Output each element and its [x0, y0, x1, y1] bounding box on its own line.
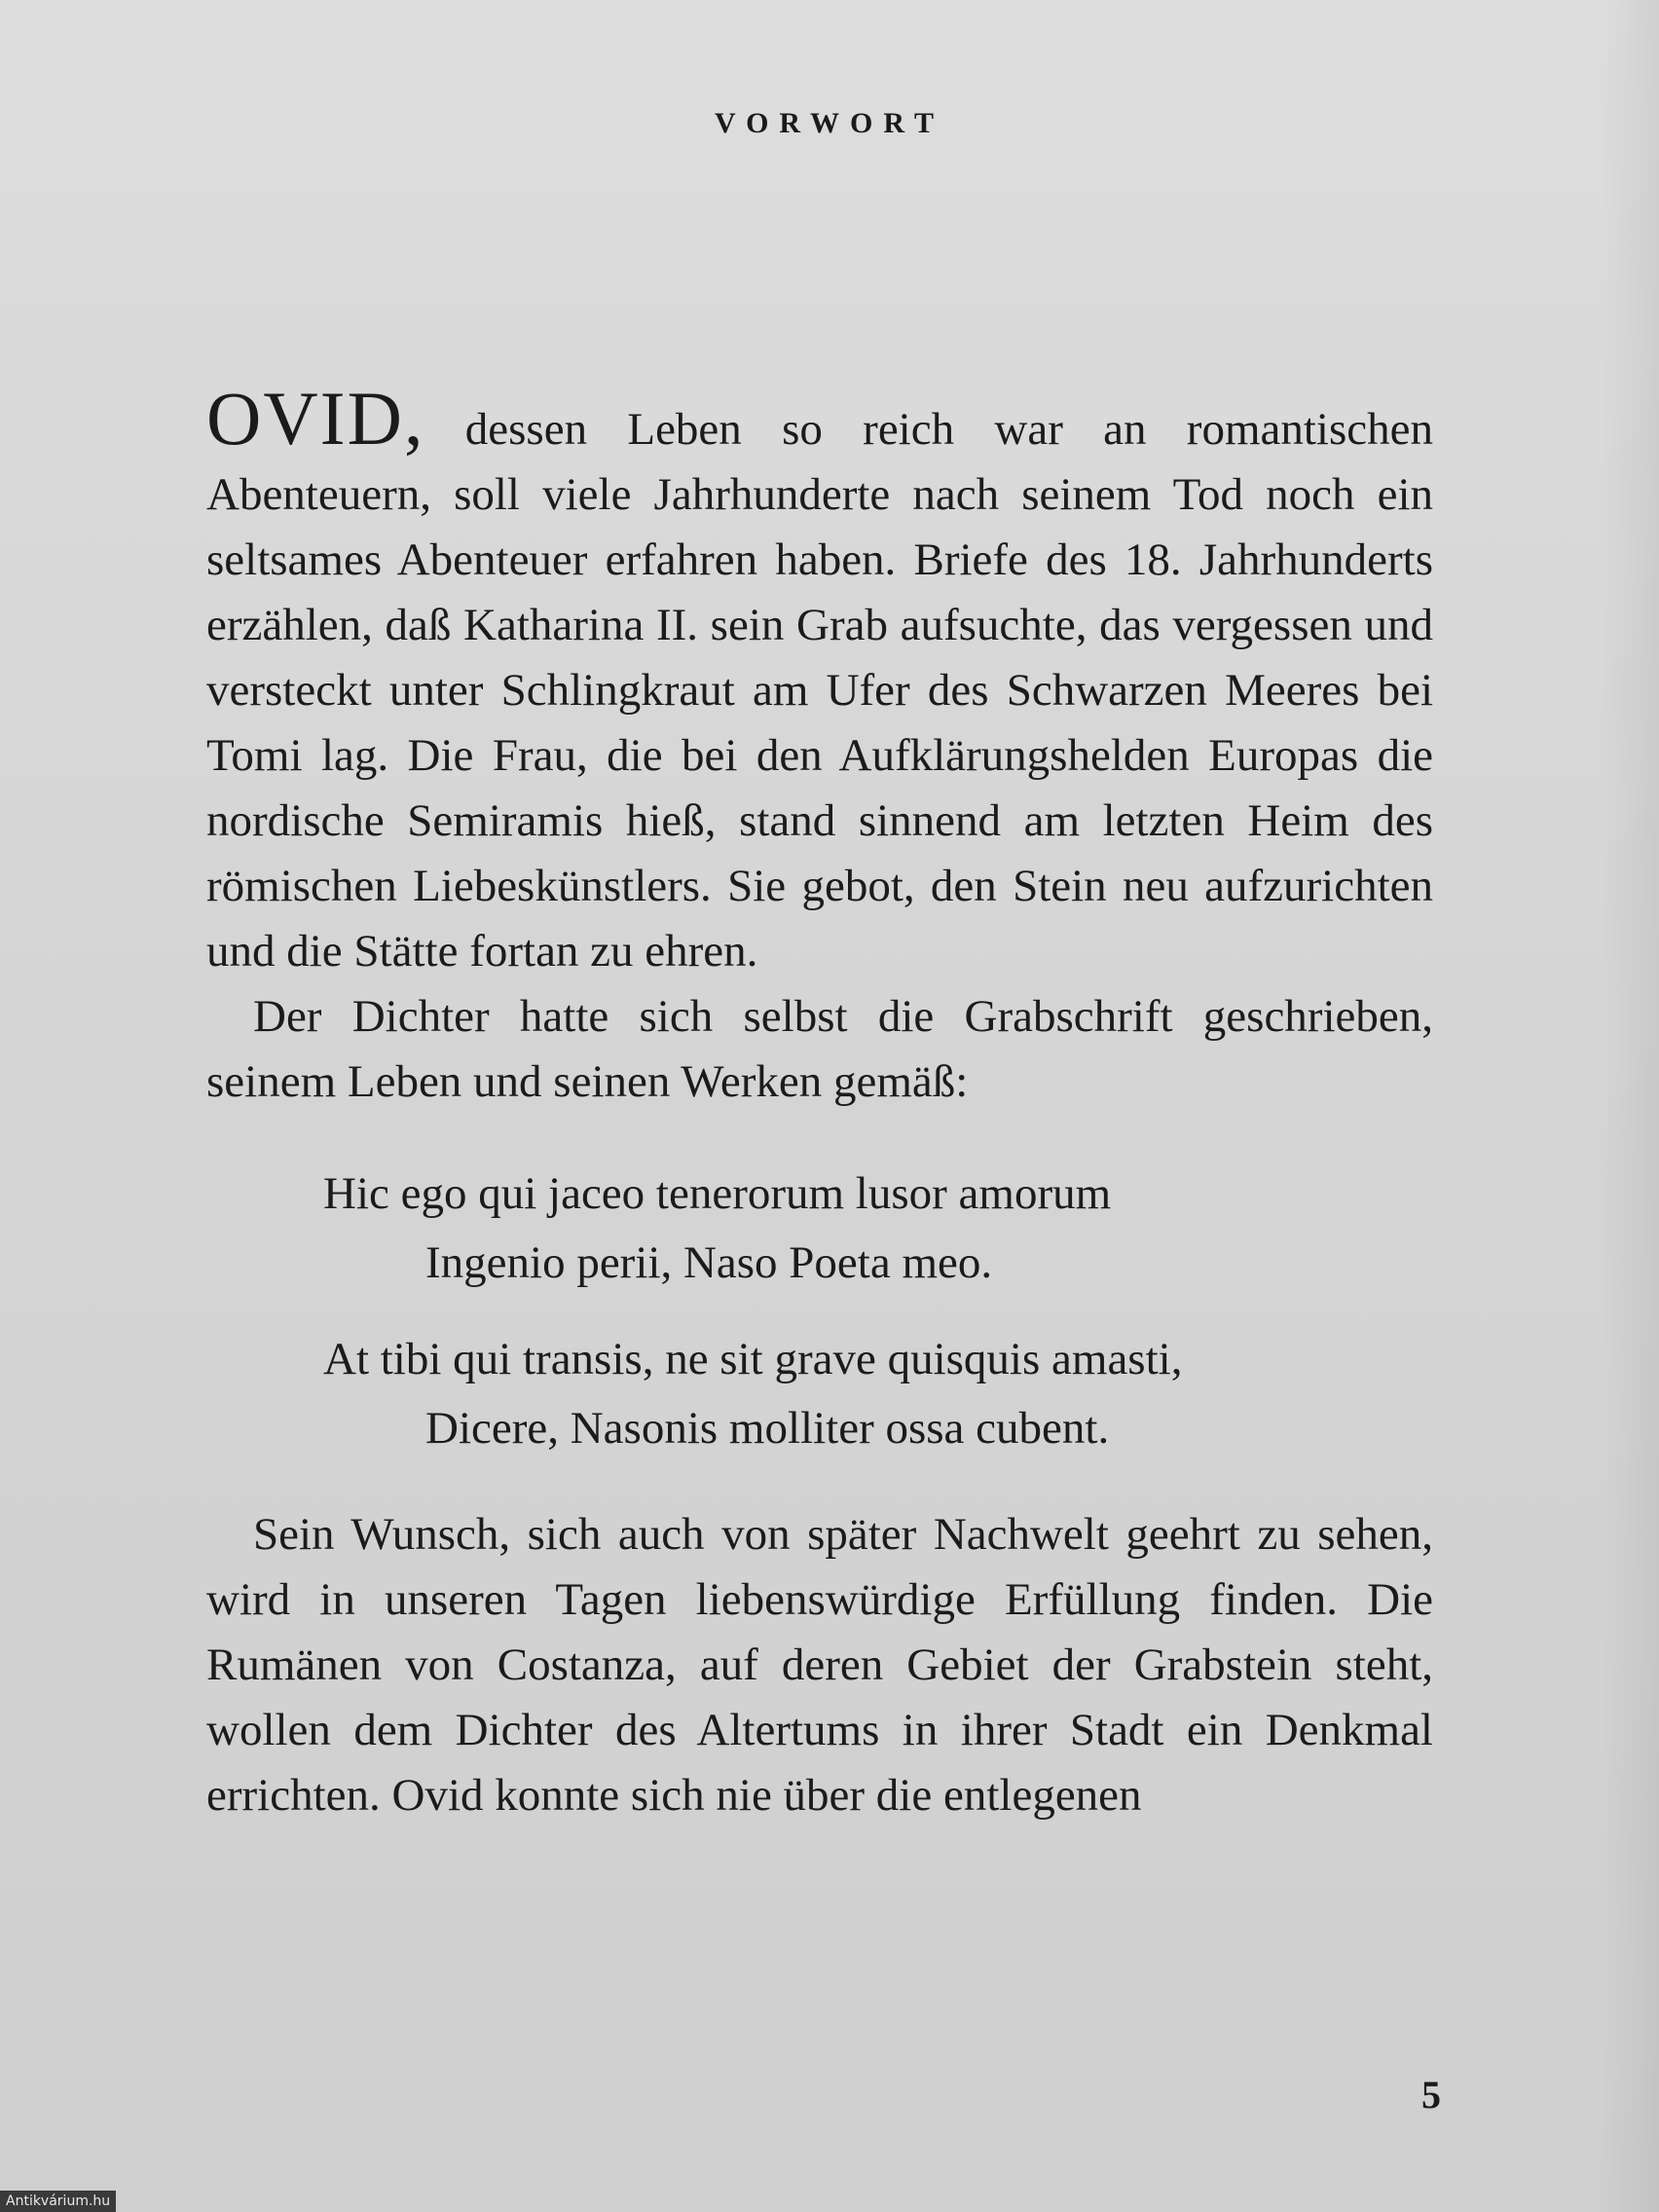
- poem-line-4: Dicere, Nasonis molliter ossa cubent.: [425, 1403, 1110, 1454]
- running-header: VORWORT: [715, 107, 944, 139]
- main-text: [206, 376, 1433, 1828]
- opening-paragraph: [206, 376, 1433, 984]
- epitaph-poem: [206, 1160, 1433, 1463]
- poem-line-2: Ingenio perii, Naso Poeta meo.: [425, 1237, 993, 1288]
- page-edge-shadow: [1601, 0, 1659, 2212]
- poem-line-1: Hic ego qui jaceo tenerorum lusor amorum: [323, 1168, 1112, 1219]
- third-paragraph: Sein Wunsch, sich auch von später Nachwelt geehrt zu sehen, wird in unseren Tagen liebenswürdige Erfüllung finden. Die Rumänen von Costanza, auf deren Gebiet der Grabstein steht, wollen dem Dichter des Altertums in ihrer Stadt ein Denkmal errichten. Ovid konnte sich nie über die entlegenen: [206, 1509, 1433, 1821]
- poem-stanza-1: [323, 1160, 1433, 1298]
- poem-stanza-2: [323, 1325, 1433, 1463]
- opening-paragraph-text: dessen Leben so reich war an romantischen Abenteuern, soll viele Jahrhunderte nach seinem Tod noch ein seltsames Abenteuer erfahren haben. Briefe des 18. Jahrhunderts erzählen, daß Katharina II. sein Grab aufsuchte, das vergessen und versteckt unter Schlingkraut am Ufer des Schwarzen Meeres bei Tomi lag. Die Frau, die bei den Aufklärungshelden Europas die nordische Semiramis hieß, stand sinnend am letzten Heim des römischen Liebeskünstlers. Sie gebot, den Stein neu aufzurichten und die Stätte fortan zu ehren.: [206, 404, 1433, 977]
- opening-word: OVID,: [206, 376, 425, 461]
- second-paragraph: Der Dichter hatte sich selbst die Grabschrift geschrieben, seinem Leben und seinen Werken gemäß:: [206, 991, 1433, 1107]
- watermark-label: Antikvárium.hu: [0, 2191, 116, 2212]
- poem-line-3: At tibi qui transis, ne sit grave quisquis amasti,: [323, 1334, 1183, 1384]
- page-number: 5: [1421, 2073, 1441, 2117]
